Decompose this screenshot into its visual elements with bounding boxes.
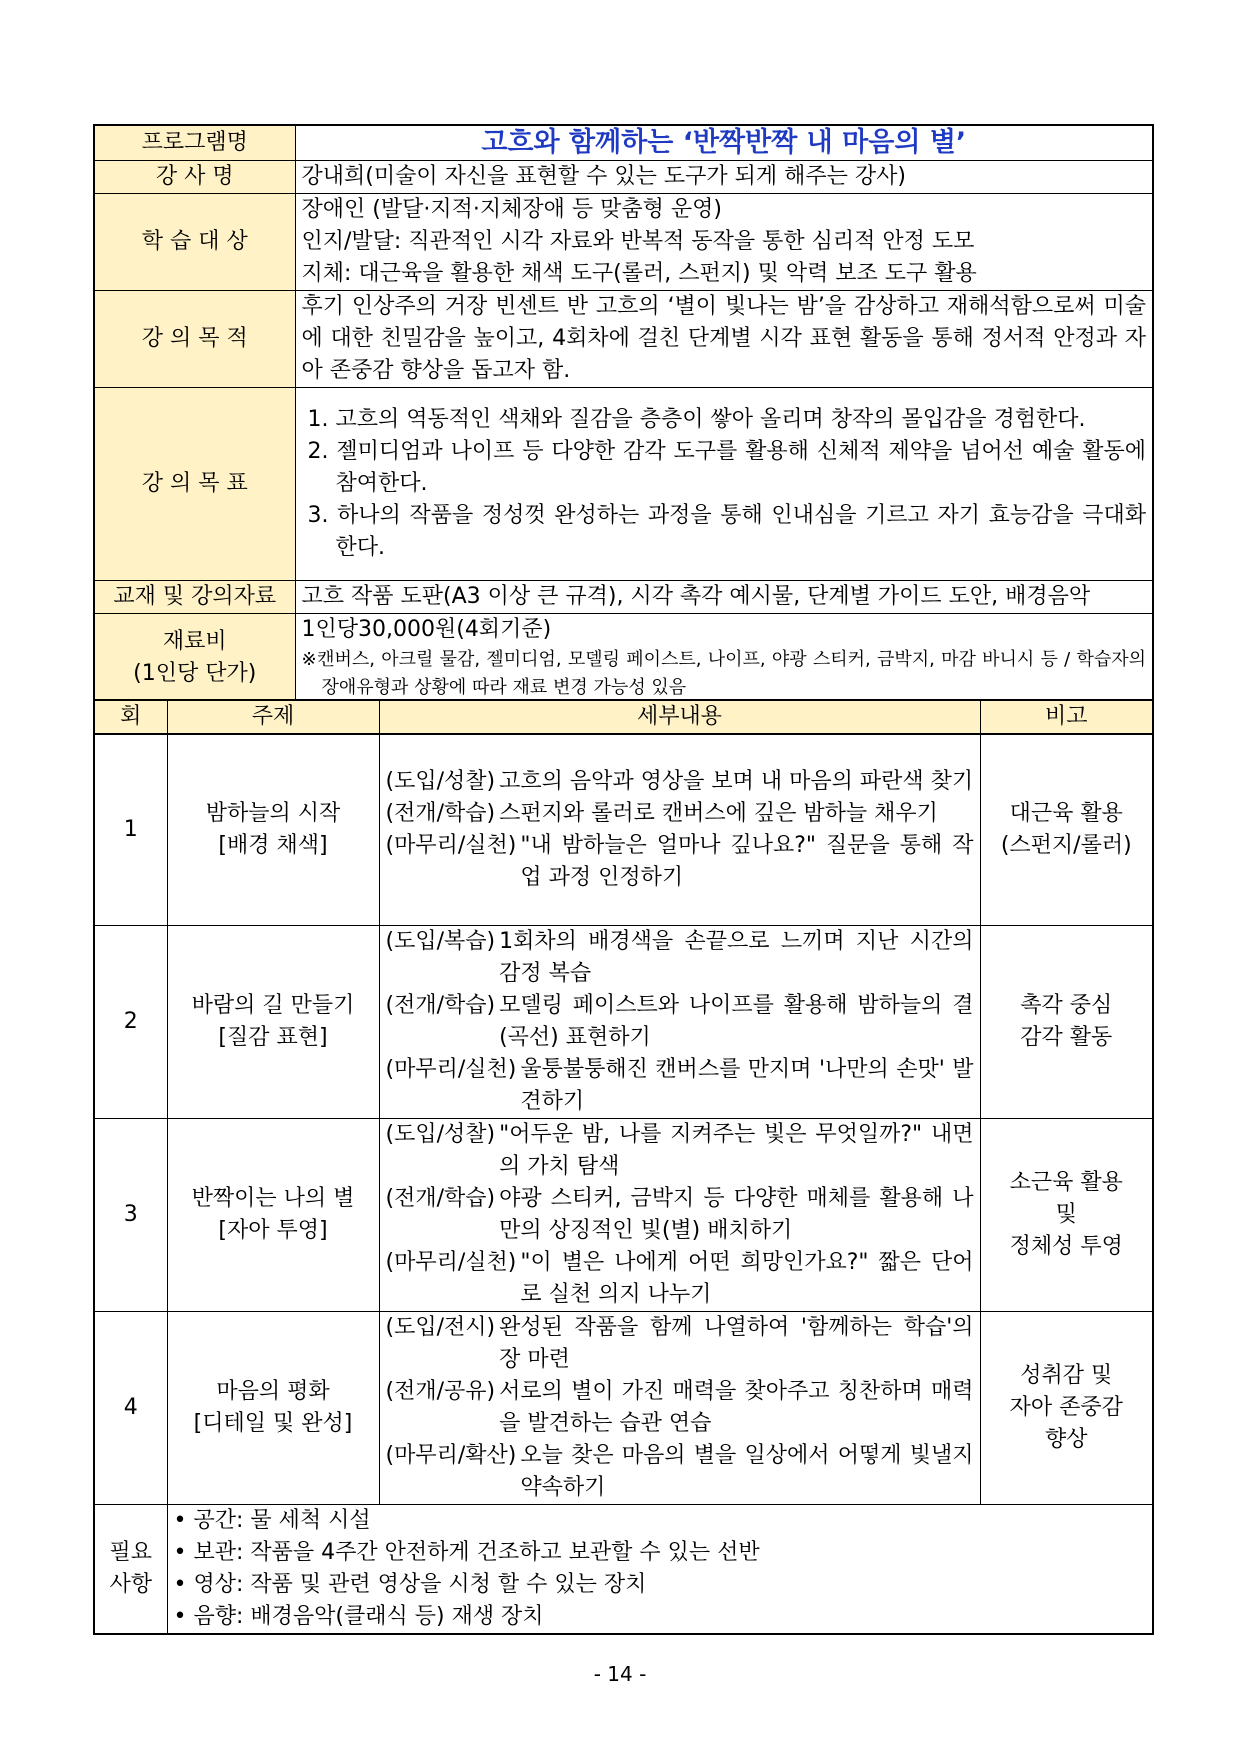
step-key: (도입/성찰) bbox=[385, 769, 496, 794]
topic-line: [질감 표현] bbox=[218, 1025, 328, 1050]
step-value: 울퉁불퉁해진 캔버스를 만지며 '나만의 손맛' 발견하기 bbox=[520, 1057, 974, 1114]
session-number: 3 bbox=[94, 1119, 167, 1312]
page-number: - 14 - bbox=[593, 1662, 647, 1686]
target-line: 지체: 대근육을 활용한 채색 도구(롤러, 스펀지) 및 악력 보조 도구 활용 bbox=[301, 261, 977, 286]
session-note: 소근육 활용 및 정체성 투영 bbox=[980, 1119, 1153, 1312]
session-details bbox=[379, 926, 980, 1119]
header-note: 비고 bbox=[980, 700, 1153, 734]
step-value: "어두운 밤, 나를 지켜주는 빛은 무엇일까?" 내면의 가치 탐색 bbox=[499, 1122, 974, 1179]
session-topic bbox=[167, 926, 379, 1119]
step-value: 고흐의 음악과 영상을 보며 내 마음의 파란색 찾기 bbox=[499, 769, 974, 794]
fee-value-cell bbox=[295, 614, 1153, 704]
topic-line: [자아 투영] bbox=[218, 1218, 328, 1243]
requirement-item: • 공간: 물 세척 시설 bbox=[174, 1505, 1147, 1537]
requirements-label bbox=[94, 1505, 167, 1635]
requirements-row bbox=[94, 1505, 1153, 1635]
session-note: 대근육 활용 (스펀지/롤러) bbox=[980, 734, 1153, 926]
header-topic: 주제 bbox=[167, 700, 379, 734]
step-value: 오늘 찾은 마음의 별을 일상에서 어떻게 빛낼지 약속하기 bbox=[520, 1443, 974, 1500]
target-line: 인지/발달: 직관적인 시각 자료와 반복적 동작을 통한 심리적 안정 도모 bbox=[301, 229, 975, 254]
topic-line: 바람의 길 만들기 bbox=[191, 993, 355, 1018]
topic-line: 밤하늘의 시작 bbox=[205, 801, 341, 826]
target-label: 학 습 대 상 bbox=[94, 194, 295, 291]
step-value: 서로의 별이 가진 매력을 찾아주고 칭찬하며 매력을 발견하는 습관 연습 bbox=[499, 1379, 974, 1436]
instructor-value: 강내희(미술이 자신을 표현할 수 있는 도구가 되게 해주는 강사) bbox=[295, 161, 1153, 194]
step-value: 완성된 작품을 함께 나열하여 '함께하는 학습'의 장 마련 bbox=[499, 1315, 974, 1372]
requirements-list bbox=[167, 1505, 1153, 1635]
target-value bbox=[295, 194, 1153, 291]
table-row bbox=[94, 1119, 1153, 1312]
topic-line: [배경 채색] bbox=[218, 833, 328, 858]
header-details: 세부내용 bbox=[379, 700, 980, 734]
header-session: 회 bbox=[94, 700, 167, 734]
program-name-label: 프로그램명 bbox=[94, 125, 295, 161]
fee-label-line: 재료비 bbox=[162, 629, 227, 654]
session-topic bbox=[167, 1312, 379, 1505]
purpose-label: 강 의 목 적 bbox=[94, 291, 295, 388]
step-value: "이 별은 나에게 어떤 희망인가요?" 짧은 단어로 실천 의지 나누기 bbox=[520, 1250, 974, 1307]
table-row bbox=[94, 734, 1153, 926]
goal-item: 3. 하나의 작품을 정성껏 완성하는 과정을 통해 인내심을 기르고 자기 효능감을 극대화한다. bbox=[307, 503, 1146, 560]
session-details bbox=[379, 734, 980, 926]
session-number: 4 bbox=[94, 1312, 167, 1505]
purpose-value: 후기 인상주의 거장 빈센트 반 고흐의 ‘별이 빛나는 밤’을 감상하고 재해석함으로써 미술에 대한 친밀감을 높이고, 4회차에 걸친 단계별 시각 표현 활동을 통해 정서적 안정과 자아 존중감 향상을 돕고자 함. bbox=[295, 291, 1153, 388]
fee-note: ※캔버스, 아크릴 물감, 젤미디엄, 모델링 페이스트, 나이프, 야광 스티커, 금박지, 마감 바니시 등 / 학습자의 장애유형과 상황에 따라 재료 변경 가능성 있음 bbox=[301, 649, 1146, 698]
session-details bbox=[379, 1119, 980, 1312]
step-key: (전개/학습) bbox=[385, 1186, 496, 1211]
step-value: "내 밤하늘은 얼마나 깊나요?" 질문을 통해 작업 과정 인정하기 bbox=[520, 833, 974, 890]
target-line: 장애인 (발달·지적·지체장애 등 맞춤형 운영) bbox=[301, 197, 722, 222]
instructor-label: 강 사 명 bbox=[94, 161, 295, 194]
goal-item: 2. 젤미디엄과 나이프 등 다양한 감각 도구를 활용해 신체적 제약을 넘어선 예술 활동에 참여한다. bbox=[307, 439, 1146, 496]
topic-line: [디테일 및 완성] bbox=[193, 1411, 353, 1436]
step-value: 모델링 페이스트와 나이프를 활용해 밤하늘의 결(곡선) 표현하기 bbox=[499, 993, 974, 1050]
session-note: 성취감 및 자아 존중감 향상 bbox=[980, 1312, 1153, 1505]
materials-label: 교재 및 강의자료 bbox=[94, 581, 295, 614]
goal-item: 1. 고흐의 역동적인 색채와 질감을 층층이 쌓아 올리며 창작의 몰입감을 경험한다. bbox=[307, 407, 1086, 432]
schedule-table bbox=[93, 699, 1154, 1635]
topic-line: 마음의 평화 bbox=[216, 1379, 330, 1404]
fee-label-line: (1인당 단가) bbox=[133, 661, 257, 686]
fee-value: 1인당30,000원(4회기준) bbox=[301, 617, 552, 642]
session-details bbox=[379, 1312, 980, 1505]
step-key: (전개/학습) bbox=[385, 993, 496, 1018]
step-key: (마무리/실천) bbox=[385, 1057, 517, 1082]
requirement-item: • 보관: 작품을 4주간 안전하게 건조하고 보관할 수 있는 선반 bbox=[174, 1537, 1147, 1569]
session-note: 촉각 중심 감각 활동 bbox=[980, 926, 1153, 1119]
goal-list bbox=[295, 388, 1153, 581]
step-key: (도입/복습) bbox=[385, 929, 496, 954]
topic-line: 반짝이는 나의 별 bbox=[191, 1186, 355, 1211]
step-key: (마무리/실천) bbox=[385, 1250, 517, 1275]
step-key: (도입/성찰) bbox=[385, 1122, 496, 1147]
program-info-table bbox=[93, 124, 1154, 704]
step-key: (전개/학습) bbox=[385, 801, 496, 826]
goal-label: 강 의 목 표 bbox=[94, 388, 295, 581]
materials-value: 고흐 작품 도판(A3 이상 큰 규격), 시각 촉각 예시물, 단계별 가이드 도안, 배경음악 bbox=[295, 581, 1153, 614]
step-value: 야광 스티커, 금박지 등 다양한 매체를 활용해 나만의 상징적인 빛(별) 배치하기 bbox=[499, 1186, 974, 1243]
step-key: (마무리/실천) bbox=[385, 833, 517, 858]
table-row bbox=[94, 926, 1153, 1119]
step-key: (마무리/확산) bbox=[385, 1443, 517, 1468]
req-label-line: 사항 bbox=[109, 1572, 152, 1597]
session-number: 1 bbox=[94, 734, 167, 926]
req-label-line: 필요 bbox=[109, 1540, 152, 1565]
program-title: 고흐와 함께하는 ‘반짝반짝 내 마음의 별’ bbox=[295, 125, 1153, 161]
requirement-item: • 영상: 작품 및 관련 영상을 시청 할 수 있는 장치 bbox=[174, 1569, 1147, 1601]
step-value: 1회차의 배경색을 손끝으로 느끼며 지난 시간의 감정 복습 bbox=[499, 929, 974, 986]
session-topic bbox=[167, 734, 379, 926]
session-topic bbox=[167, 1119, 379, 1312]
step-key: (도입/전시) bbox=[385, 1315, 496, 1340]
table-row bbox=[94, 1312, 1153, 1505]
step-value: 스펀지와 롤러로 캔버스에 깊은 밤하늘 채우기 bbox=[499, 801, 938, 826]
session-number: 2 bbox=[94, 926, 167, 1119]
fee-label bbox=[94, 614, 295, 704]
step-key: (전개/공유) bbox=[385, 1379, 496, 1404]
requirement-item: • 음향: 배경음악(클래식 등) 재생 장치 bbox=[174, 1601, 1147, 1633]
